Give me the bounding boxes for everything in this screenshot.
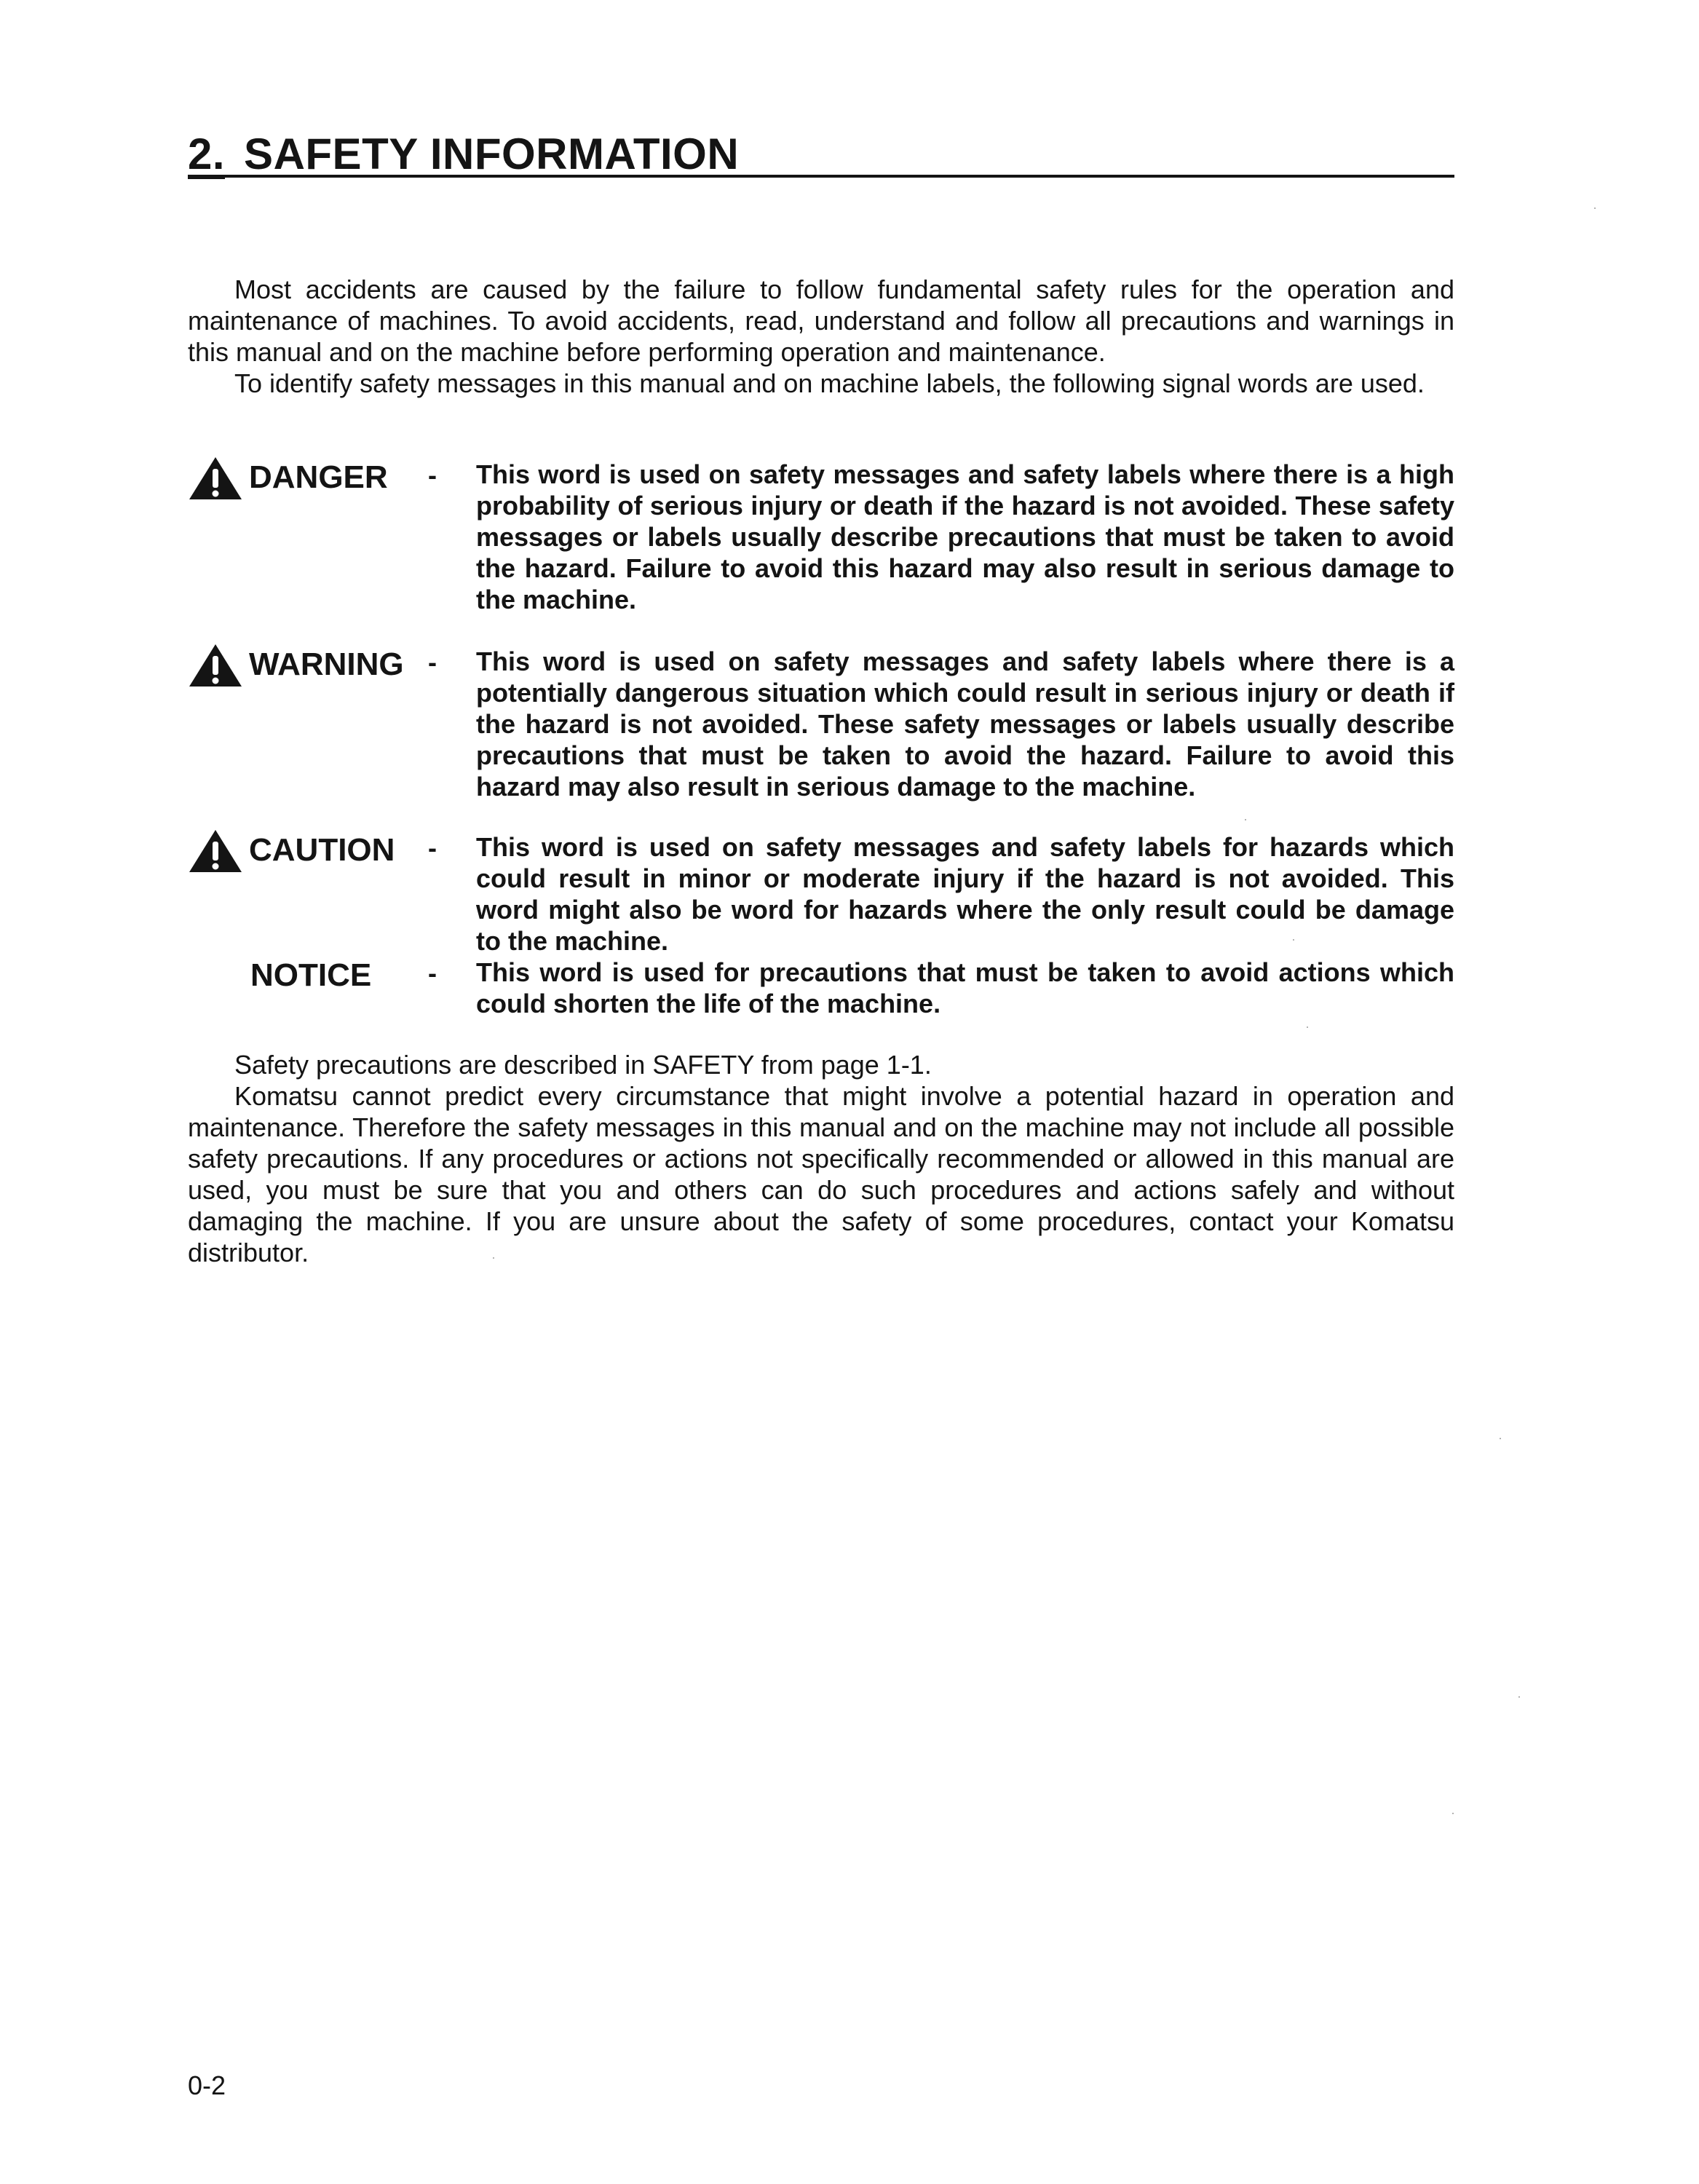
warning-triangle-icon	[188, 828, 247, 874]
signal-word-label: CAUTION	[249, 832, 395, 868]
signal-label-notice	[188, 954, 406, 997]
signal-dash: -	[428, 833, 437, 863]
signal-description: This word is used for precautions that must be taken to avoid actions which could shorten the life of the machine.	[476, 957, 1454, 1018]
signal-label-danger	[188, 456, 406, 499]
warning-triangle-icon	[188, 456, 247, 501]
signal-label-caution	[188, 828, 406, 872]
signal-word-label: NOTICE	[250, 957, 372, 993]
section-title	[188, 129, 739, 179]
scan-speck	[1245, 819, 1246, 820]
section-number: 2.	[188, 130, 226, 178]
scan-speck	[1500, 1438, 1501, 1439]
signal-word-label: DANGER	[249, 459, 388, 495]
signal-label-warning	[188, 643, 406, 687]
intro-paragraph-1: Most accidents are caused by the failure to follow fundamental safety rules for the operation and maintenance of machines. To avoid accidents, read, understand and follow all precautions and warnings in this manual and on the machine before performing operation and maintenance.	[188, 274, 1454, 367]
scan-speck	[1307, 1026, 1308, 1028]
warning-triangle-icon	[188, 643, 247, 688]
scan-speck	[1518, 1696, 1520, 1698]
closing-paragraph-2: Komatsu cannot predict every circumstance that might involve a potential hazard in operation and maintenance. Therefore the safety messages in this manual and on the machine may not include all possible safety precautions. If any procedures or actions not specifically recommended or allowed in this manual are used, you must be sure that you and others can do such procedures and actions safely and without damaging the machine. If you are unsure about the safety of some procedures, contact your Komatsu distributor.	[188, 1081, 1454, 1267]
signal-description: This word is used on safety messages and safety labels where there is a potentially dangerous situation which could result in serious injury or death if the hazard is not avoided. These safety messages or labels usually describe precautions that must be taken to avoid the hazard. Failure to avoid this hazard may also result in serious damage to the machine.	[476, 646, 1454, 802]
scan-speck	[1452, 1813, 1454, 1814]
signal-description: This word is used on safety messages and safety labels where there is a high probability of serious injury or death if the hazard is not avoided. These safety messages or labels usually describe precautions that must be taken to avoid the hazard. Failure to avoid this hazard may also result in serious damage to the machine.	[476, 459, 1454, 614]
scan-speck	[1594, 207, 1596, 209]
page-number: 0-2	[188, 2070, 226, 2100]
signal-word-label: WARNING	[249, 646, 404, 682]
signal-dash: -	[428, 958, 437, 988]
intro-paragraph-2: To identify safety messages in this manual and on machine labels, the following signal words are used.	[234, 368, 1425, 398]
scan-speck	[493, 1257, 494, 1259]
closing-paragraph-1: Safety precautions are described in SAFETY from page 1-1.	[234, 1050, 932, 1080]
section-title-text: SAFETY INFORMATION	[244, 130, 740, 178]
signal-dash: -	[428, 460, 437, 490]
signal-dash: -	[428, 647, 437, 677]
section-heading	[188, 116, 1454, 178]
scan-speck	[1293, 939, 1294, 941]
signal-description: This word is used on safety messages and safety labels for hazards which could result in minor or moderate injury if the hazard is not avoided. This word might also be word for hazards where the only result could be damage to the machine.	[476, 832, 1454, 956]
